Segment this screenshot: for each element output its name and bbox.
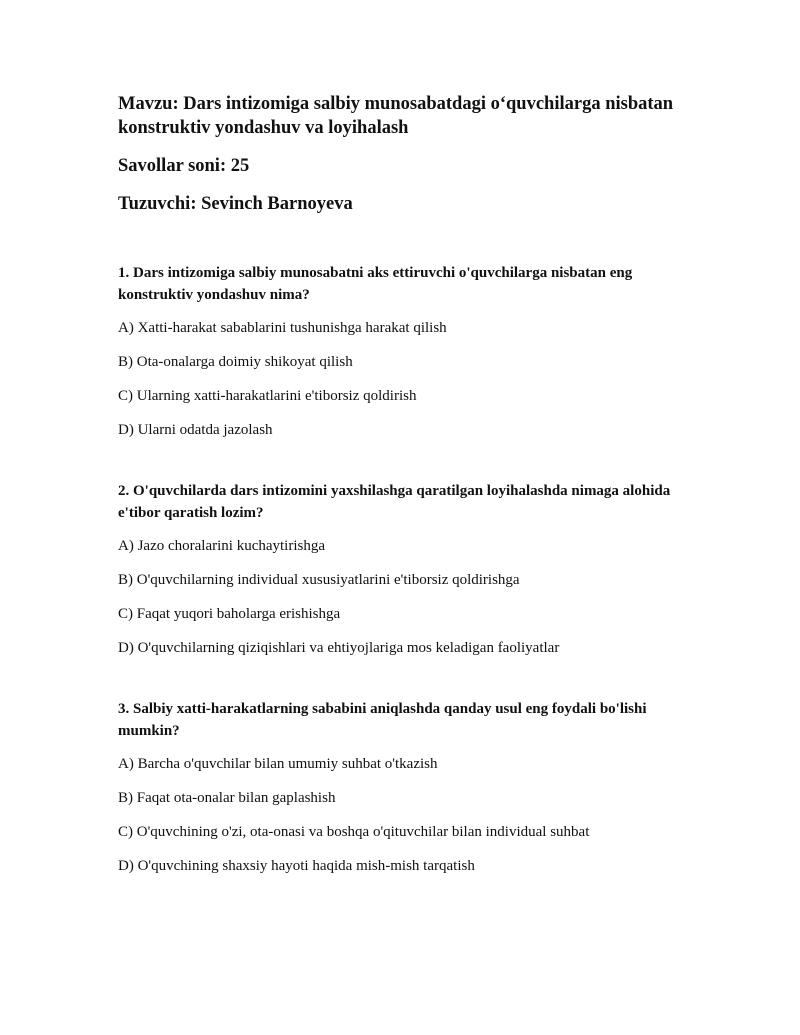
question-2 — [118, 480, 688, 658]
option-a: A) Jazo choralarini kuchaytirishga — [118, 538, 326, 554]
question-3 — [118, 698, 688, 876]
option-b: B) Faqat ota-onalar bilan gaplashish — [118, 790, 336, 806]
option-d: D) Ularni odatda jazolash — [118, 422, 273, 438]
option-d: D) O'quvchining shaxsiy hayoti haqida mish-mish tarqatish — [118, 858, 475, 874]
question-text: 1. Dars intizomiga salbiy munosabatni aks ettiruvchi o'quvchilarga nisbatan eng konstruktiv yondashuv nima? — [118, 265, 633, 303]
author-line: Tuzuvchi: Sevinch Barnoyeva — [118, 194, 353, 214]
question-1 — [118, 262, 688, 440]
option-b: B) O'quvchilarning individual xususiyatlarini e'tiborsiz qoldirishga — [118, 572, 520, 588]
option-c: C) O'quvchining o'zi, ota-onasi va boshqa o'qituvchilar bilan individual suhbat — [118, 824, 590, 840]
document-title: Mavzu: Dars intizomiga salbiy munosabatdagi o‘quvchilarga nisbatan konstruktiv yondashuv va loyihalash — [118, 94, 674, 138]
option-d: D) O'quvchilarning qiziqishlari va ehtiyojlariga mos keladigan faoliyatlar — [118, 640, 560, 656]
question-count: Savollar soni: 25 — [118, 156, 250, 176]
option-a: A) Xatti-harakat sabablarini tushunishga harakat qilish — [118, 320, 447, 336]
question-text: 2. O'quvchilarda dars intizomini yaxshilashga qaratilgan loyihalashda nimaga alohida e'tibor qaratish lozim? — [118, 483, 671, 521]
option-b: B) Ota-onalarga doimiy shikoyat qilish — [118, 354, 353, 370]
option-c: C) Ularning xatti-harakatlarini e'tiborsiz qoldirish — [118, 388, 417, 404]
document-page — [118, 92, 688, 916]
question-text: 3. Salbiy xatti-harakatlarning sababini aniqlashda qanday usul eng foydali bo'lishi mumkin? — [118, 701, 647, 739]
option-c: C) Faqat yuqori baholarga erishishga — [118, 606, 341, 622]
option-a: A) Barcha o'quvchilar bilan umumiy suhbat o'tkazish — [118, 756, 438, 772]
